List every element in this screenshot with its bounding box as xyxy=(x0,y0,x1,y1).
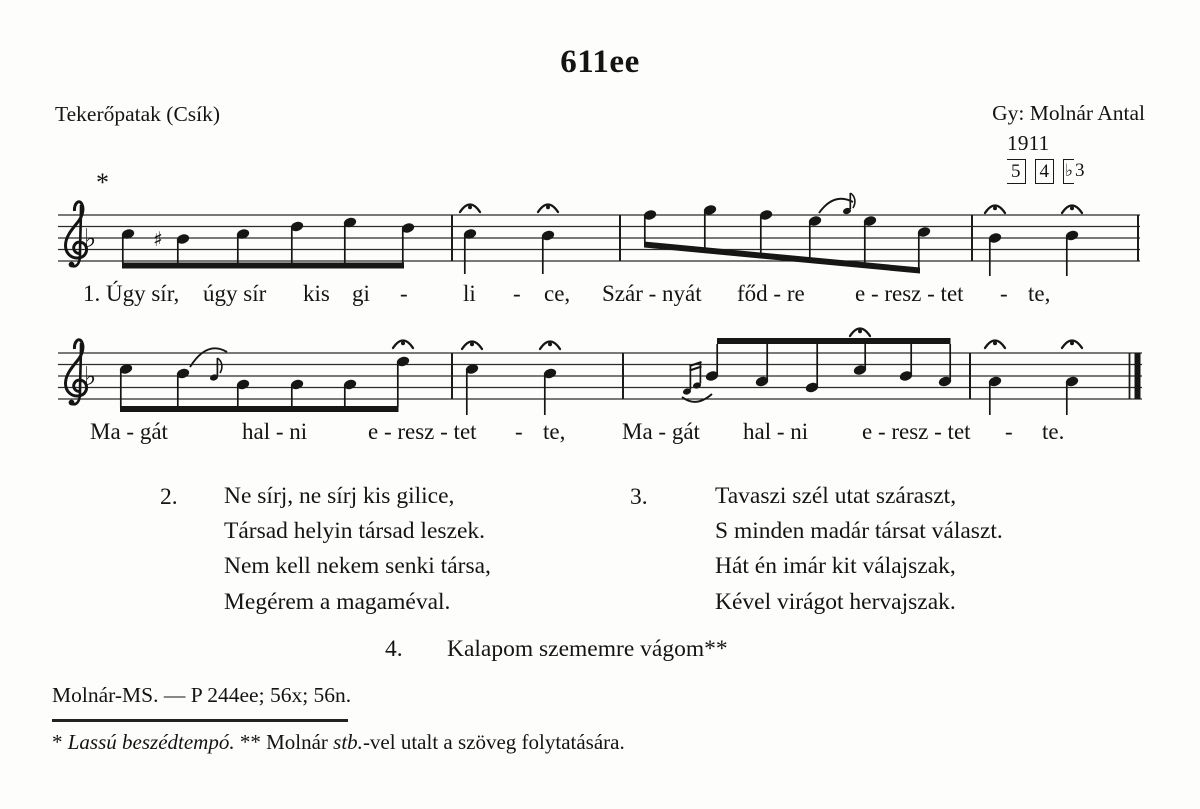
lyric-syllable: te, xyxy=(1028,281,1051,306)
verse-line: S minden madár társat választ. xyxy=(715,518,1003,545)
lyric-syllable: e - resz - tet xyxy=(862,419,971,444)
staff-1 xyxy=(58,193,1140,276)
key-flat-sign: ♭ xyxy=(84,224,97,254)
fermata-icon xyxy=(850,329,870,337)
lyric-syllable: kis xyxy=(303,281,330,306)
fermata-icon xyxy=(1062,341,1082,349)
verse-line: Ne sírj, ne sírj kis gilice, xyxy=(224,483,455,509)
fermata-icon xyxy=(538,205,558,213)
source-reference: Molnár-MS. — P 244ee; 56x; 56n. xyxy=(52,683,352,707)
verse-4-number: 4. xyxy=(385,636,403,662)
lyric-syllable: li xyxy=(463,281,476,306)
lyric-syllable: gi xyxy=(352,281,370,306)
lyric-hyphen: - xyxy=(515,419,523,444)
lyric-syllable: 1. Úgy sír, xyxy=(83,281,180,306)
footnote-tempo: Lassú beszédtempó. xyxy=(67,730,235,754)
verse-line: Társad helyin társad leszek. xyxy=(224,518,486,545)
sharp-accidental: ♯ xyxy=(153,227,163,251)
staff-1-measure-4 xyxy=(985,206,1082,277)
collector-name: Gy: Molnár Antal xyxy=(992,101,1145,125)
footnote-stb: stb. xyxy=(333,730,363,754)
fermata-icon xyxy=(540,342,560,350)
grace-note-pair xyxy=(682,362,712,402)
cadence-flat-sign: ♭ xyxy=(1063,159,1074,184)
lyric-syllable: hal - ni xyxy=(242,419,308,444)
staff-2-measure-3 xyxy=(682,329,952,402)
verse-line: Megérem a magaméval. xyxy=(224,588,451,615)
staff-1-lines xyxy=(58,215,1140,261)
cadence-first: 5 xyxy=(1007,159,1026,184)
lyric-syllable: Ma - gát xyxy=(90,419,168,444)
page-title: 611ee xyxy=(560,44,640,80)
verse-3-text xyxy=(715,479,1003,620)
lyrics-line-1 xyxy=(0,281,1200,311)
lyric-syllable: hal - ni xyxy=(743,419,809,444)
verse-2-number: 2. xyxy=(160,484,178,510)
collection-year: 1911 xyxy=(1007,131,1050,155)
lyric-hyphen: - xyxy=(1005,419,1013,444)
lyric-syllable: Ma - gát xyxy=(622,419,700,444)
footnote-star1: * xyxy=(52,730,63,754)
fermata-icon xyxy=(460,205,480,213)
key-flat-sign: ♭ xyxy=(84,362,97,392)
verse-3-number: 3. xyxy=(630,484,648,510)
lyric-syllable: úgy sír xyxy=(203,281,267,306)
footnote-star2: ** xyxy=(239,730,261,754)
fermata-icon xyxy=(1062,206,1082,214)
verse-line: Nem kell nekem senki társa, xyxy=(224,553,491,580)
lyrics-line-2 xyxy=(0,419,1200,449)
lyric-syllable: te, xyxy=(543,419,566,444)
grace-note xyxy=(819,193,855,215)
lyric-syllable: e - resz - tet xyxy=(855,281,964,306)
lyric-syllable: főd - re xyxy=(737,281,805,306)
fermata-icon xyxy=(985,206,1005,214)
fermata-icon xyxy=(462,342,482,350)
verse-line: Kével virágot hervajszak. xyxy=(715,588,956,615)
verse-line: Hát én imár kit válajszak, xyxy=(715,553,956,580)
staff-2-measure-4 xyxy=(985,341,1082,416)
verse-line: Tavaszi szél utat száraszt, xyxy=(715,483,957,509)
verse-4-text: Kalapom szememre vágom** xyxy=(447,636,728,662)
footnote-text2: -vel utalt a szöveg folytatására. xyxy=(362,730,625,754)
tempo-asterisk: * xyxy=(96,168,109,197)
origin-location: Tekerőpatak (Csík) xyxy=(55,102,221,126)
fermata-icon xyxy=(985,341,1005,349)
cadence-second: 4 xyxy=(1035,159,1055,184)
lyric-hyphen: - xyxy=(1000,281,1008,306)
lyric-syllable: e - resz - tet xyxy=(368,419,477,444)
lyric-syllable: te. xyxy=(1042,419,1065,444)
lyric-hyphen: - xyxy=(400,281,408,306)
staff-2 xyxy=(58,329,1142,416)
verse-2-text xyxy=(224,479,491,620)
slur xyxy=(682,394,712,402)
fermata-icon xyxy=(393,341,413,349)
footnote-text1: Molnár xyxy=(266,730,328,754)
cadence-third: 3 xyxy=(1075,160,1085,181)
lyric-syllable: ce, xyxy=(544,281,571,306)
lyric-hyphen: - xyxy=(513,281,521,306)
lyric-syllable: Szár - nyát xyxy=(602,281,702,306)
footnote xyxy=(52,730,625,755)
footnote-divider xyxy=(52,719,348,722)
